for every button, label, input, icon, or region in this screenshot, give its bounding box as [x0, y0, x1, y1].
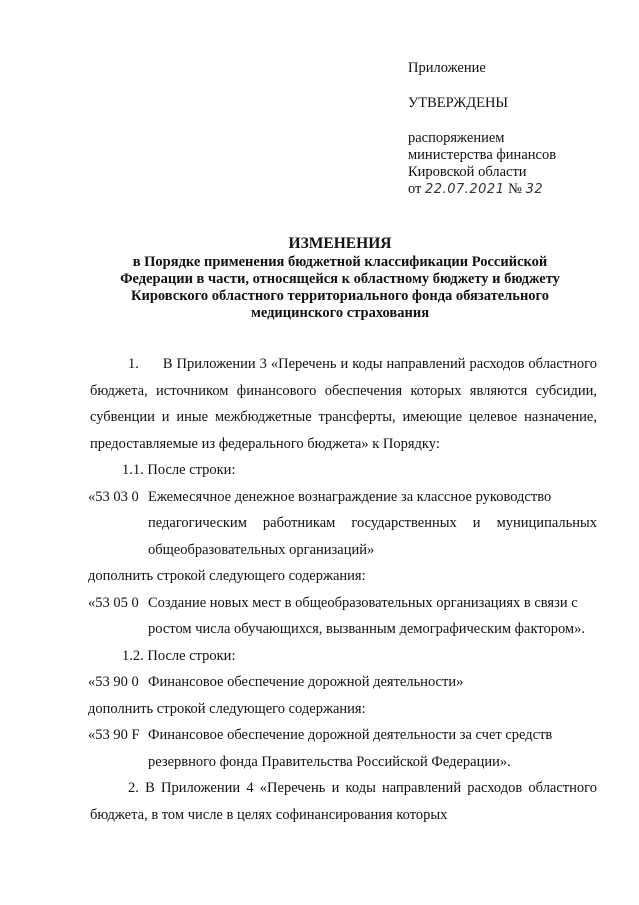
- order-line-1: распоряжением: [408, 130, 505, 146]
- code-row-53900: [88, 669, 597, 696]
- code-row-53050: [88, 590, 597, 617]
- code-53050-continuation: ростом числа обучающихся, вызванным демографическим фактором».: [148, 621, 585, 637]
- subparagraph-1-1: 1.1. После строки:: [122, 462, 236, 478]
- add-line-1: дополнить строкой следующего содержания:: [88, 568, 366, 584]
- title-line-1: в Порядке применения бюджетной классификации Российской: [132, 254, 548, 270]
- number-sign: №: [508, 181, 522, 197]
- approved-label: УТВЕРЖДЕНЫ: [408, 95, 509, 111]
- handwritten-date: 22.07.2021: [425, 182, 505, 197]
- code-53900: «53 90 0: [88, 674, 139, 690]
- add-line-2: дополнить строкой следующего содержания:: [88, 700, 366, 717]
- document-title: [80, 235, 600, 322]
- code-5390F-text: Финансовое обеспечение дорожной деятельности за счет средств: [148, 727, 553, 743]
- code-row-5390F: [88, 722, 597, 749]
- title-line-3: Кировского областного территориального фонда обязательного: [130, 288, 550, 304]
- code-53050-text: Создание новых мест в общеобразовательных организациях в связи с: [148, 594, 578, 611]
- title-line-2: Федерации в части, относящейся к областному бюджету и бюджету: [120, 271, 560, 287]
- paragraph-2: 2. В Приложении 4 «Перечень и коды направлений расходов областного бюджета, в том числе в целях софинансирования которых: [90, 780, 597, 823]
- date-prefix: от: [408, 181, 422, 197]
- handwritten-number: 32: [525, 182, 544, 197]
- paragraph-1-number: 1.: [128, 356, 139, 372]
- paragraph-1: [90, 351, 597, 457]
- order-line-3: Кировской области: [408, 164, 527, 180]
- subparagraph-1-2: 1.2. После строки:: [122, 647, 236, 664]
- code-5390F-continuation: резервного фонда Правительства Российской Федерации».: [148, 753, 511, 770]
- code-53030-continuation: педагогическим работникам государственных и муниципальных общеобразовательных организаций»: [148, 515, 597, 558]
- code-53030: «53 03 0: [88, 488, 139, 505]
- order-date-line: [408, 181, 556, 198]
- code-53900-text: Финансовое обеспечение дорожной деятельности»: [148, 674, 464, 690]
- code-53050: «53 05 0: [88, 594, 139, 611]
- order-line-2: министерства финансов: [408, 147, 557, 163]
- approval-block: [408, 60, 556, 198]
- title-main: ИЗМЕНЕНИЯ: [288, 235, 392, 252]
- code-row-53030: [88, 484, 597, 511]
- appendix-label: Приложение: [408, 60, 486, 76]
- paragraph-1-text: В Приложении 3 «Перечень и коды направлений расходов областного бюджета, источником финансового обеспечения которых являются субсидии, субвенции и иные межбюджетные трансферты, имеющие целевое назначение, предоставляемые из федерального бюджета» к Порядку:: [90, 356, 597, 452]
- code-53030-text: Ежемесячное денежное вознаграждение за классное руководство: [148, 488, 552, 505]
- document-body: [90, 351, 597, 828]
- title-line-4: медицинского страхования: [250, 305, 430, 321]
- code-5390F: «53 90 F: [88, 727, 140, 743]
